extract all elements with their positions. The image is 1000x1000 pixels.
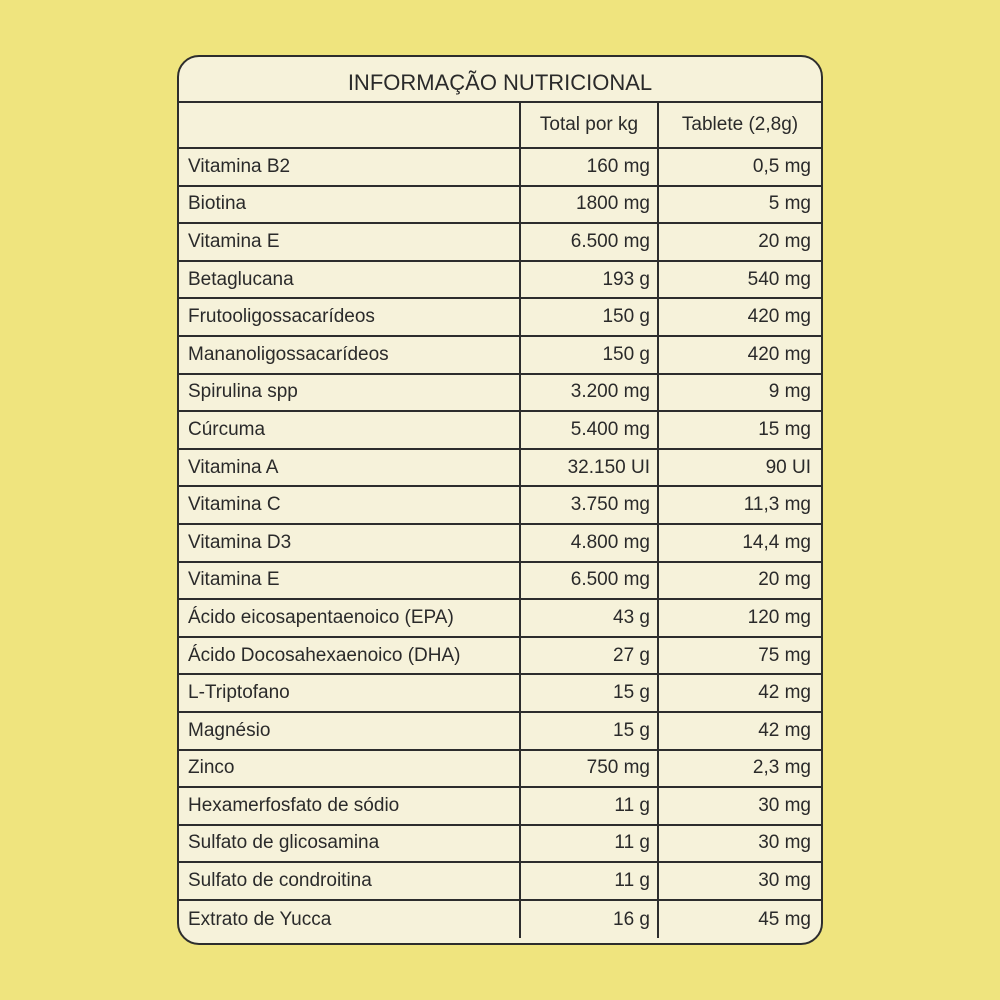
nutrient-name: Magnésio: [179, 713, 521, 749]
total-per-kg-value: 150 g: [521, 299, 659, 335]
total-per-kg-value: 750 mg: [521, 751, 659, 787]
nutrient-name: Vitamina D3: [179, 525, 521, 561]
total-per-kg-value: 1800 mg: [521, 187, 659, 223]
nutrient-name: Betaglucana: [179, 262, 521, 298]
nutrient-name: Cúrcuma: [179, 412, 521, 448]
table-row: [179, 375, 821, 413]
total-per-kg-value: 43 g: [521, 600, 659, 636]
header-per-tablet: Tablete (2,8g): [681, 114, 799, 135]
header-nutrient: [179, 103, 521, 147]
per-tablet-value: 420 mg: [747, 343, 811, 365]
per-tablet-value: 20 mg: [758, 569, 811, 591]
nutrient-name: Biotina: [179, 187, 521, 223]
per-tablet-value: 75 mg: [758, 644, 811, 666]
table-row: [179, 563, 821, 601]
table-row: [179, 337, 821, 375]
total-per-kg-value: 15 g: [521, 675, 659, 711]
header-total-per-kg: Total por kg: [521, 103, 659, 147]
nutrition-table: [177, 55, 823, 945]
total-per-kg-value: 11 g: [521, 788, 659, 824]
per-tablet-value: 42 mg: [758, 682, 811, 704]
nutrient-name: Sulfato de condroitina: [179, 863, 521, 899]
total-per-kg-value: 27 g: [521, 638, 659, 674]
table-header-row: [179, 103, 821, 149]
total-per-kg-value: 6.500 mg: [521, 224, 659, 260]
nutrient-name: Extrato de Yucca: [179, 901, 521, 939]
total-per-kg-value: 15 g: [521, 713, 659, 749]
table-row: [179, 149, 821, 187]
per-tablet-value: 2,3 mg: [752, 757, 811, 779]
nutrient-name: Ácido eicosapentaenoico (EPA): [179, 600, 521, 636]
per-tablet-value: 420 mg: [747, 306, 811, 328]
total-per-kg-value: 16 g: [521, 901, 659, 939]
per-tablet-value: 90 UI: [765, 456, 811, 478]
per-tablet-value: 9 mg: [768, 381, 811, 403]
nutrient-name: Vitamina E: [179, 224, 521, 260]
table-row: [179, 187, 821, 225]
table-row: [179, 224, 821, 262]
per-tablet-value: 45 mg: [758, 908, 811, 930]
total-per-kg-value: 4.800 mg: [521, 525, 659, 561]
nutrient-name: Vitamina B2: [179, 149, 521, 185]
table-row: [179, 751, 821, 789]
per-tablet-value: 120 mg: [747, 606, 811, 628]
nutrient-name: Vitamina A: [179, 450, 521, 486]
per-tablet-value: 30 mg: [758, 794, 811, 816]
nutrient-name: Zinco: [179, 751, 521, 787]
nutrient-name: Vitamina E: [179, 563, 521, 599]
table-row: [179, 638, 821, 676]
total-per-kg-value: 11 g: [521, 826, 659, 862]
per-tablet-value: 5 mg: [768, 193, 811, 215]
total-per-kg-value: 32.150 UI: [521, 450, 659, 486]
table-row: [179, 487, 821, 525]
table-row: [179, 675, 821, 713]
nutrient-name: Hexamerfosfato de sódio: [179, 788, 521, 824]
table-row: [179, 600, 821, 638]
total-per-kg-value: 150 g: [521, 337, 659, 373]
total-per-kg-value: 160 mg: [521, 149, 659, 185]
nutrient-name: Vitamina C: [179, 487, 521, 523]
table-row: [179, 299, 821, 337]
total-per-kg-value: 193 g: [521, 262, 659, 298]
table-row: [179, 788, 821, 826]
per-tablet-value: 15 mg: [758, 418, 811, 440]
per-tablet-value: 14,4 mg: [742, 531, 811, 553]
nutrient-name: Ácido Docosahexaenoico (DHA): [179, 638, 521, 674]
table-row: [179, 525, 821, 563]
total-per-kg-value: 11 g: [521, 863, 659, 899]
nutrient-name: L-Triptofano: [179, 675, 521, 711]
per-tablet-value: 30 mg: [758, 870, 811, 892]
table-row: [179, 262, 821, 300]
per-tablet-value: 540 mg: [747, 268, 811, 290]
total-per-kg-value: 6.500 mg: [521, 563, 659, 599]
nutrient-name: Spirulina spp: [179, 375, 521, 411]
nutrient-name: Frutooligossacarídeos: [179, 299, 521, 335]
table-row: [179, 713, 821, 751]
per-tablet-value: 0,5 mg: [752, 155, 811, 177]
per-tablet-value: 20 mg: [758, 230, 811, 252]
per-tablet-value: 42 mg: [758, 719, 811, 741]
table-body: [179, 149, 821, 938]
table-title: INFORMAÇÃO NUTRICIONAL: [179, 57, 821, 103]
table-row: [179, 826, 821, 864]
table-row: [179, 450, 821, 488]
total-per-kg-value: 3.200 mg: [521, 375, 659, 411]
table-row: [179, 863, 821, 901]
nutrient-name: Mananoligossacarídeos: [179, 337, 521, 373]
per-tablet-value: 30 mg: [758, 832, 811, 854]
per-tablet-value: 11,3 mg: [743, 494, 811, 516]
table-row: [179, 412, 821, 450]
total-per-kg-value: 5.400 mg: [521, 412, 659, 448]
total-per-kg-value: 3.750 mg: [521, 487, 659, 523]
nutrient-name: Sulfato de glicosamina: [179, 826, 521, 862]
table-row: [179, 901, 821, 939]
